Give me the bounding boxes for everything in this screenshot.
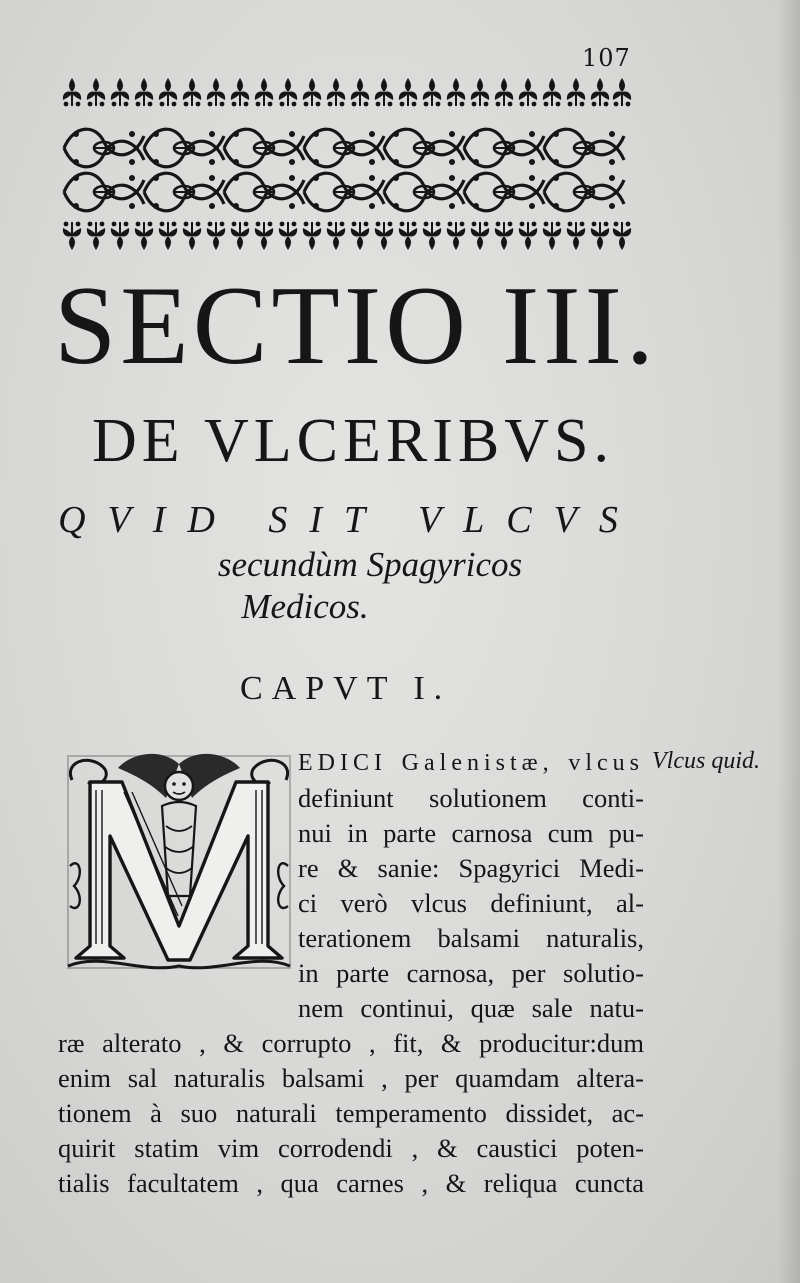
text-line: re & sanie: Spagyrici Medi-: [298, 853, 644, 883]
section-subtitle: DE VLCERIBVS.: [92, 407, 615, 475]
text-line: tialis facultatem , qua carnes , & reliqua cuncta: [58, 1168, 644, 1198]
page-number: 107: [582, 44, 631, 72]
decorative-headpiece: [62, 72, 632, 250]
italic-heading-line-3: Medicos.: [241, 587, 369, 627]
text-line: enim sal naturalis balsami , per quamdam altera-: [58, 1063, 644, 1093]
italic-heading-line-1: QVID SIT VLCVS: [58, 499, 640, 541]
text-line: in parte carnosa, per solutio-: [298, 958, 644, 988]
text-line: EDICI Galenistæ, vlcus: [298, 750, 644, 776]
text-line: ræ alterato , & corrupto , fit, & producitur:dum: [58, 1028, 644, 1058]
text-line: terationem balsami naturalis,: [298, 923, 644, 953]
full-width-block: [58, 1026, 644, 1201]
text-line: tionem à suo naturali temperamento dissidet, ac-: [58, 1098, 644, 1128]
marginal-note: Vlcus quid.: [652, 748, 760, 774]
body-text: [58, 744, 644, 1201]
text-line: ci verò vlcus definiunt, al-: [298, 888, 644, 918]
text-line: nem continui, quæ sale natu-: [298, 993, 644, 1023]
text-line: nui in parte carnosa cum pu-: [298, 818, 644, 848]
page-edge-shadow: [778, 0, 800, 1283]
italic-heading-line-2: secundùm Spagyricos: [217, 544, 523, 584]
text-line: definiunt solutionem conti-: [298, 783, 644, 813]
italic-heading: [60, 500, 680, 627]
section-title: SECTIO III.: [54, 264, 658, 388]
indented-block: [298, 744, 644, 1026]
chapter-title: CAPVT I.: [240, 670, 452, 707]
text-line: quirit statim vim corrodendi , & caustici poten-: [58, 1133, 644, 1163]
